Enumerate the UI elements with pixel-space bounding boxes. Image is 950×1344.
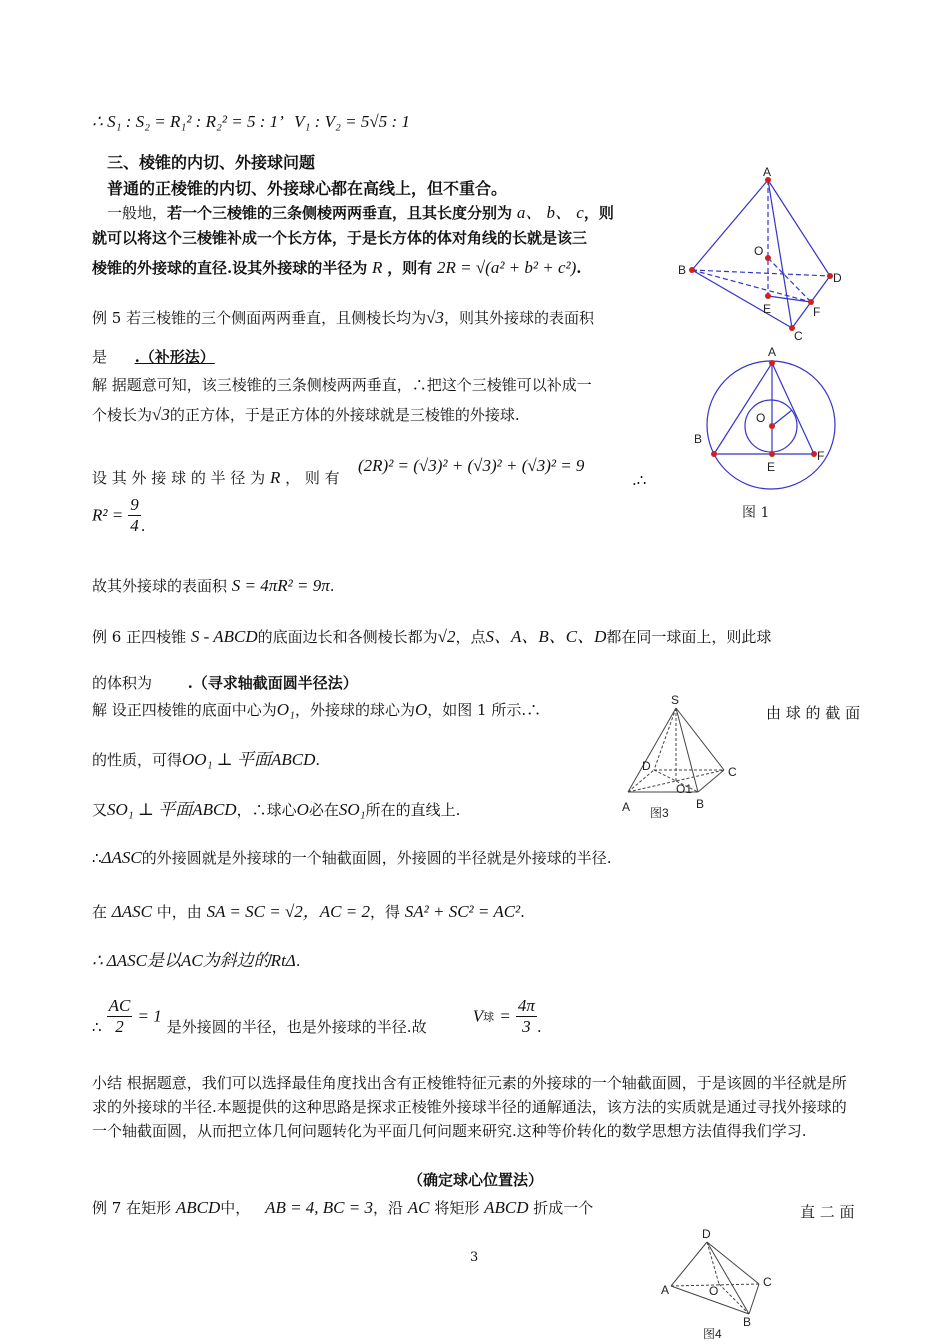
fig1-label: E	[767, 460, 776, 474]
figure-1	[670, 160, 860, 520]
example5-question-line1: 例 5 若三棱锥的三个侧面两两垂直，且侧棱长均为√3，则其外接球的表面积	[92, 308, 594, 327]
example6-answer-line5: 在 ΔASC 中，由 SA = SC = √2，AC = 2，得 SA² + SC² = AC².	[92, 902, 525, 921]
fig1-label: B	[678, 263, 687, 277]
fig1-caption: 图 1	[742, 505, 770, 520]
fig1-label: B	[694, 432, 703, 446]
example5-question-line2: 是 .（补形法）	[92, 348, 215, 366]
fig1-label: D	[833, 271, 842, 285]
figure-3	[618, 692, 758, 822]
fig3-label: B	[696, 797, 705, 811]
page-number: 3	[470, 1250, 479, 1265]
example7-method: （确定球心位置法）	[408, 1171, 544, 1189]
fig3-label: A	[622, 800, 631, 814]
example5-formula: (2R)² = (√3)² + (√3)² + (√3)² = 9	[358, 456, 585, 475]
example6-answer-line1-right: 由 球 的 截 面	[766, 704, 861, 722]
example6-answer-line4: ∴ΔASC的外接圆就是外接球的一个轴截面圆，外接圆的半径就是外接球的半径.	[92, 848, 612, 867]
example6-question-line1: 例 6 正四棱锥 S - ABCD的底面边长和各侧棱长都为√2，点S、A、B、C、D都在同一球面上，则此球	[92, 627, 772, 646]
example6-method: .（寻求轴截面圆半径法）	[187, 674, 358, 692]
section-paragraph-line1: 一般地，若一个三棱锥的三条侧棱两两垂直，且其长度分别为 a、 b、 c，则	[107, 203, 614, 222]
fig3-label: C	[728, 765, 737, 779]
fig1-label: E	[763, 302, 772, 316]
example7-question-line1: 例 7 在矩形 ABCD中， AB = 4, BC = 3，沿 AC 将矩形 ABCD 折成一个	[92, 1198, 594, 1217]
fig3-label: D	[642, 759, 651, 773]
example6-question-line2: 的体积为 .（寻求轴截面圆半径法）	[92, 674, 358, 692]
fig3-caption: 图3	[650, 806, 669, 820]
summary-paragraph: 小结 根据题意，我们可以选择最佳角度找出含有正棱锥特征元素的外接球的一个轴截面圆，于是该圆的半径就是所求的外接球的半径.本题提供的这种思路是探求正棱锥外接球半径的通解通法，该方法的实质就是通过寻找外接球的一个轴截面圆，从而把立体几何问题转化为平面几何问题来研究.这种等价转化的数学思想方法值得我们学习.	[92, 1074, 847, 1140]
example6-answer-line2: 的性质，可得OO₁ ⊥ 平面ABCD.	[92, 750, 321, 769]
fig4-label: D	[702, 1227, 711, 1241]
fig3-label: S	[671, 693, 680, 707]
fig1-label: O	[756, 411, 766, 425]
example5-answer-line2: 个棱长为√3的正方体，于是正方体的外接球就是三棱锥的外接球.	[92, 405, 520, 424]
example5-answer-line3: 设 其 外 接 球 的 半 径 为 R ， 则 有	[92, 468, 340, 487]
fig1-label: A	[763, 165, 772, 179]
example6-answer-line7: ∴ $\frac{AC}{2}$ = 1 是外接圆的半径，也是外接球的半径.故 V球 = $\frac{4\pi}{3}$ .	[92, 996, 542, 1036]
fig1-label: C	[794, 329, 803, 343]
section-title: 三、棱锥的内切、外接球问题	[107, 153, 316, 172]
example5-answer-line1: 解 据题意可知，该三棱锥的三条侧棱两两垂直，∴把这个三棱锥可以补成一	[92, 376, 592, 394]
fig1-label: A	[768, 345, 777, 359]
fig4-label: B	[743, 1315, 752, 1329]
example5-method: .（补形法）	[134, 348, 215, 366]
section-subtitle: 普通的正棱锥的内切、外接球心都在高线上，但不重合。	[107, 179, 508, 198]
fig3-label: O1	[676, 782, 693, 796]
section-paragraph-line3: 棱锥的外接球的直径.设其外接球的半径为 R ，则有 2R = √(a² + b² + c²).	[92, 258, 582, 277]
fig4-label: O	[709, 1284, 719, 1298]
example6-answer-line1: 解 设正四棱锥的底面中心为O₁，外接球的球心为O，如图 1 所示.∴	[92, 700, 542, 719]
fig1-label: O	[754, 244, 764, 258]
example5-answer-final: 故其外接球的表面积 S = 4πR² = 9π.	[92, 576, 335, 595]
example6-answer-line3: 又SO₁ ⊥ 平面ABCD，∴球心O必在SO₁所在的直线上.	[92, 800, 461, 819]
example5-therefore: .∴	[632, 471, 647, 489]
fig1-label: F	[817, 449, 825, 463]
fig4-caption: 图4	[703, 1327, 722, 1341]
example5-radius: R² = $\frac{9}{4}$ .	[92, 495, 146, 535]
fig4-label: A	[661, 1283, 670, 1297]
figure-4	[655, 1222, 795, 1344]
ratio-line: ∴ S₁ : S₂ = R₁² : R₂² = 5 : 1’ V₁ : V₂ = 5√5 : 1	[92, 112, 410, 131]
example7-question-right: 直 二 面	[800, 1203, 855, 1221]
section-paragraph-line2: 就可以将这个三棱锥补成一个长方体，于是长方体的体对角线的长就是该三	[92, 229, 588, 247]
fig4-label: C	[763, 1275, 772, 1289]
example6-answer-line6: ∴ ΔASC是以AC为斜边的RtΔ.	[92, 951, 301, 970]
fig1-label: F	[813, 305, 821, 319]
